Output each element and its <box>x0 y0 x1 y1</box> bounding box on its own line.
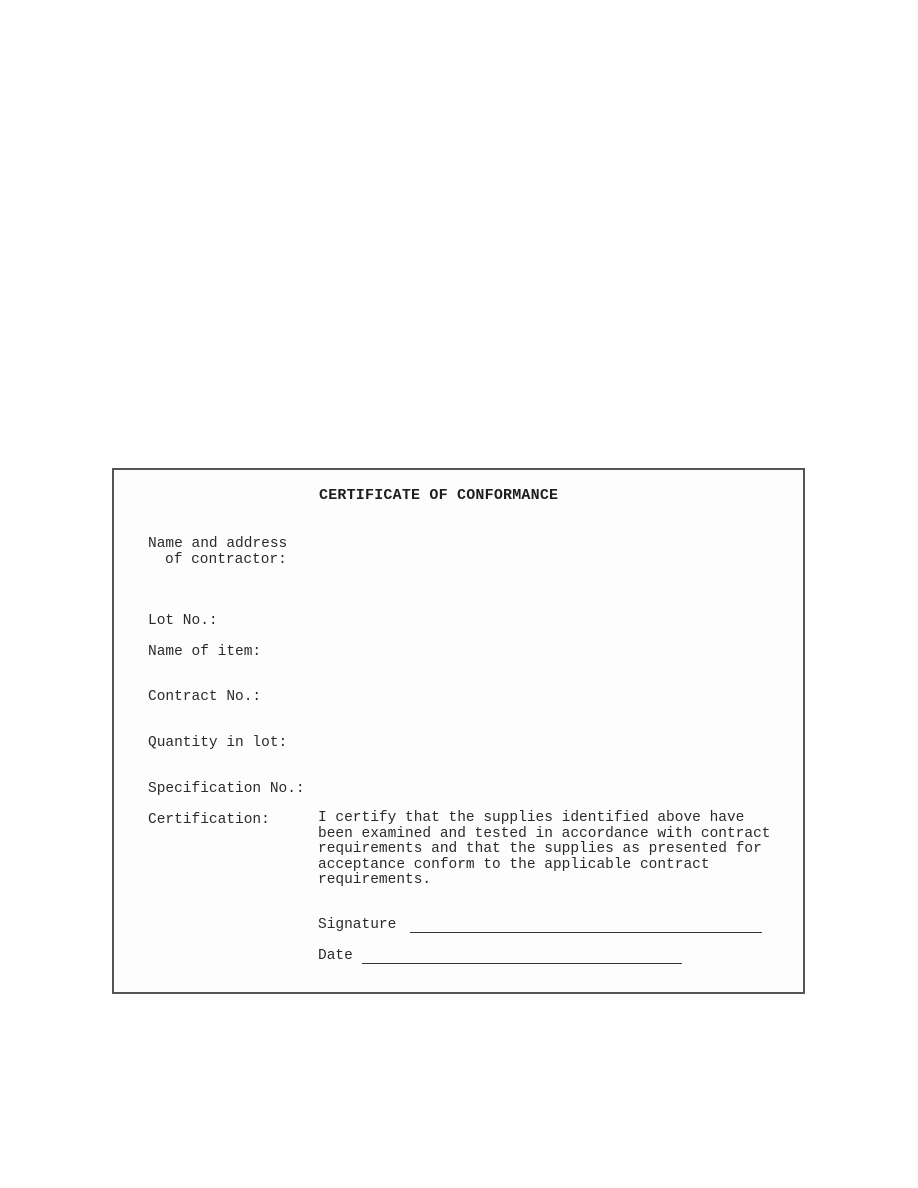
name-address-label-line1: Name and address <box>148 536 288 552</box>
certification-label: Certification: <box>148 812 270 828</box>
certification-statement-line: been examined and tested in accordance with contract <box>318 825 771 842</box>
certification-statement-line: requirements and that the supplies as presented for <box>318 841 762 857</box>
form-title: CERTIFICATE OF CONFORMANCE <box>319 487 559 504</box>
lot-no-label: Lot No.: <box>148 613 218 629</box>
name-of-item-label: Name of item: <box>148 644 262 660</box>
certification-statement-line: I certify that the supplies identified above have <box>318 810 745 826</box>
signature-line[interactable] <box>410 932 762 933</box>
date-label: Date <box>318 948 353 964</box>
name-address-label-line2: of contractor: <box>165 552 287 568</box>
certificate-of-conformance-form <box>112 468 805 994</box>
certification-statement-line: acceptance conform to the applicable contract <box>318 856 710 873</box>
name-address-label <box>148 536 287 568</box>
contract-no-label: Contract No.: <box>148 689 262 705</box>
certification-statement <box>318 811 788 889</box>
quantity-in-lot-label: Quantity in lot: <box>148 735 288 751</box>
specification-no-label: Specification No.: <box>148 781 305 797</box>
certification-statement-line: requirements. <box>318 872 432 888</box>
date-line[interactable] <box>362 963 682 964</box>
signature-label: Signature <box>318 917 397 933</box>
